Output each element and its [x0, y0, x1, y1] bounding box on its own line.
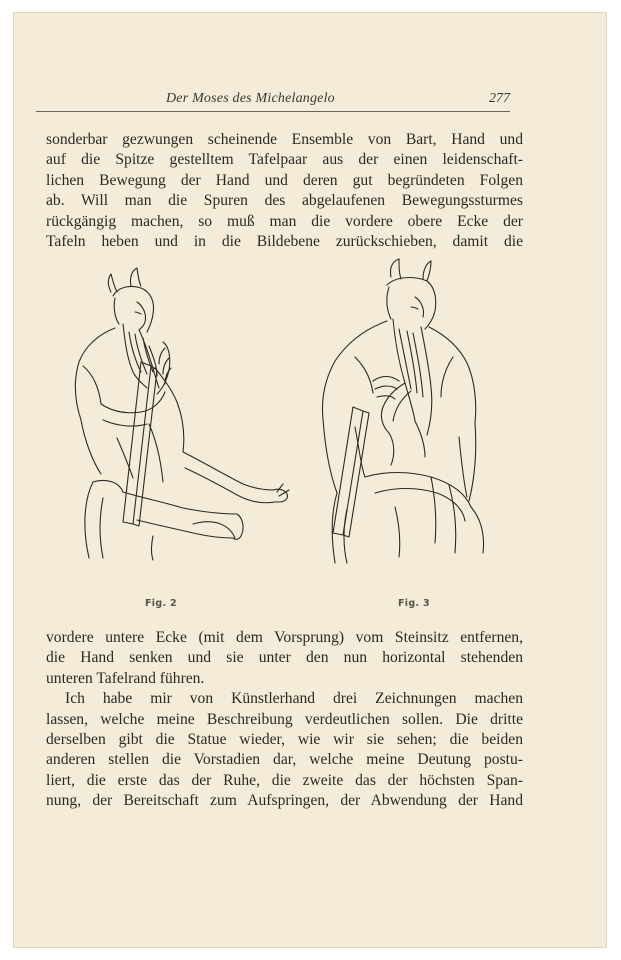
text-line: nung, der Bereitschaft zum Aufspringen, der Abwendung der Hand [46, 792, 523, 810]
text-line: vordere untere Ecke (mit dem Vorsprung) vom Steinsitz entfernen, [46, 629, 523, 646]
figure-3-drawing [295, 257, 505, 567]
text-line: sonderbar gezwungen scheinende Ensemble von Bart, Hand und [46, 131, 523, 148]
text-line: die Hand senken und sie unter den nun horizontal stehenden [46, 649, 523, 667]
paragraph-bottom [46, 628, 523, 812]
text-line: rückgängig machen, so muß man die vordere obere Ecke der [46, 212, 523, 230]
text-line: derselben gibt die Statue wieder, wie wir sie sehen; die beiden [46, 731, 523, 749]
figure-2-drawing [53, 262, 303, 562]
paragraph-top [46, 130, 523, 252]
text-line: liert, die erste das der Ruhe, die zweite das der höchsten Span- [46, 771, 523, 789]
text-line: auf die Spitze gestelltem Tafelpaar aus der einen leidenschaft- [46, 151, 523, 169]
text-line: unteren Tafelrand führen. [46, 669, 205, 687]
text-line: lichen Bewegung der Hand und deren gut begründeten Folgen [46, 171, 523, 189]
page-number: 277 [489, 91, 510, 106]
text-line: Ich habe mir von Künstlerhand drei Zeichnungen machen [65, 690, 523, 708]
text-line: Tafeln heben und in die Bildebene zurückschieben, damit die [46, 233, 523, 251]
text-line: lassen, welche meine Beschreibung verdeutlichen sollen. Die dritte [46, 710, 523, 728]
figure-2-caption: Fig. 2 [145, 598, 177, 609]
text-line: ab. Will man die Spuren des abgelaufenen Bewegungssturmes [46, 192, 523, 210]
text-line: anderen stellen die Vorstadien dar, welche meine Deutung postu- [46, 751, 523, 769]
figure-3-caption: Fig. 3 [398, 598, 430, 609]
book-page [13, 12, 607, 948]
running-title: Der Moses des Michelangelo [166, 91, 335, 106]
running-head [36, 89, 510, 112]
